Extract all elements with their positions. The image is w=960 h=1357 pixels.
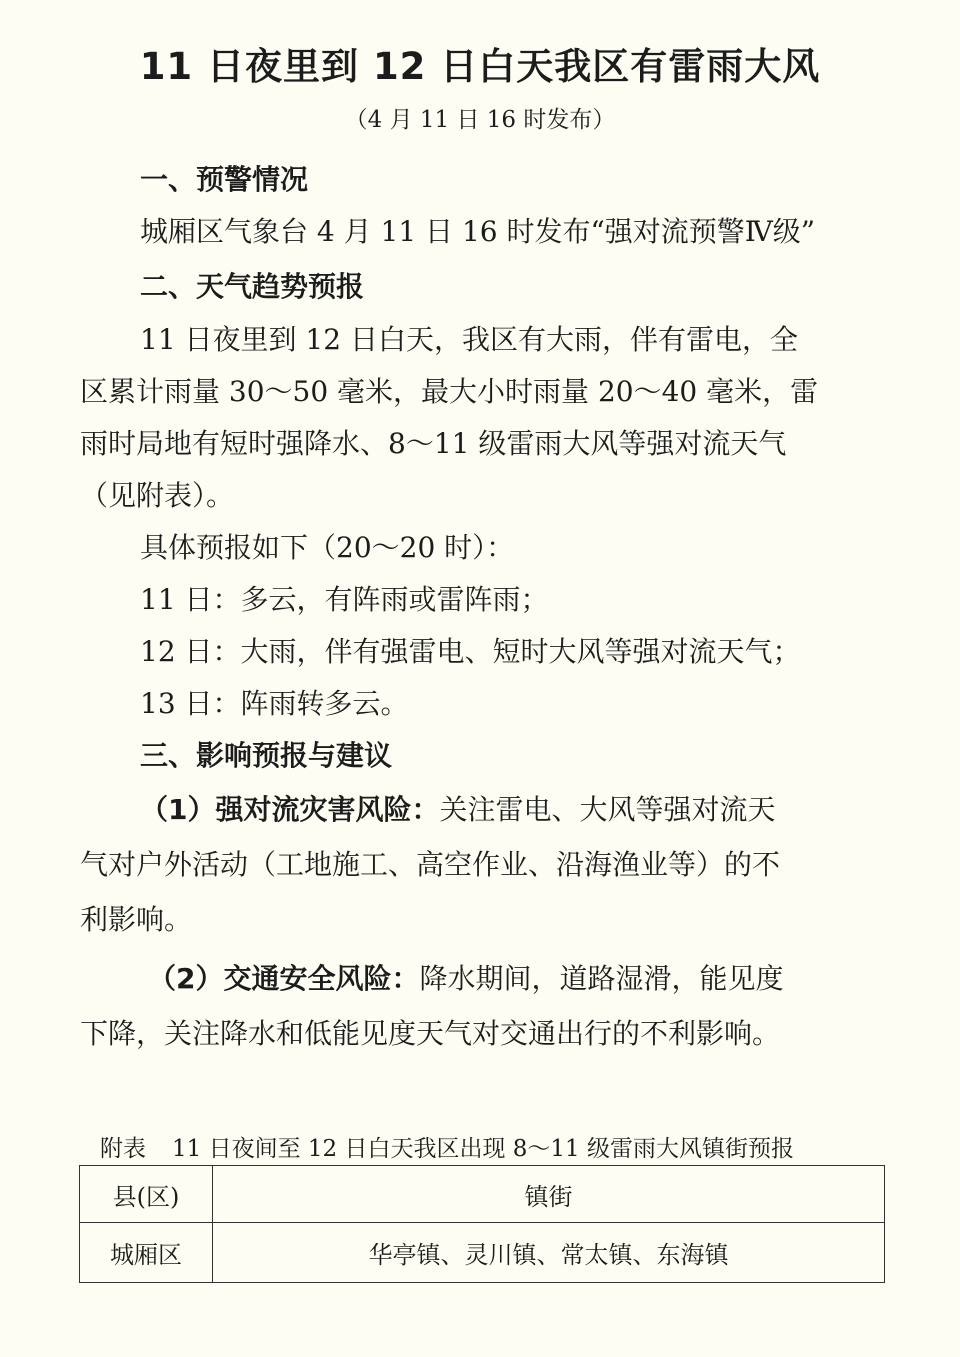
cell-towns: 华亭镇、灵川镇、常太镇、东海镇 [213, 1223, 885, 1283]
section2-heading: 二、天气趋势预报 [140, 270, 365, 303]
page-title: 11 日夜里到 12 日白天我区有雷雨大风 [139, 45, 821, 88]
advice-1-first-line [140, 788, 776, 828]
advice-2-first-line [148, 957, 784, 997]
advice-2-line-2: 下降，关注降水和低能见度天气对交通出行的不利影响。 [80, 1017, 781, 1050]
advice-2-text: 降水期间，道路湿滑，能见度 [419, 962, 784, 995]
header-county: 县(区) [80, 1166, 213, 1223]
forecast-day-11: 11 日：多云，有阵雨或雷阵雨； [140, 583, 549, 616]
section2-line-4: （见附表）。 [80, 479, 235, 512]
advice-1-line-3: 利影响。 [80, 903, 193, 936]
section1-heading: 一、预警情况 [140, 163, 309, 196]
table-caption-prefix: 附表 [100, 1136, 146, 1162]
section2-line-1: 11 日夜里到 12 日白天，我区有大雨，伴有雷电，全 [140, 323, 798, 356]
table-caption-text: 11 日夜间至 12 日白天我区出现 8～11 级雷雨大风镇街预报 [172, 1136, 794, 1162]
forecast-intro: 具体预报如下（20～20 时）： [140, 531, 515, 564]
table-row [80, 1223, 885, 1283]
section2-line-2: 区累计雨量 30～50 毫米，最大小时雨量 20～40 毫米，雷 [80, 375, 819, 408]
section1-text: 城厢区气象台 4 月 11 日 16 时发布“强对流预警Ⅳ级” [140, 215, 816, 248]
advice-1-line-2: 气对户外活动（工地施工、高空作业、沿海渔业等）的不 [80, 848, 781, 881]
header-towns: 镇街 [213, 1166, 885, 1223]
forecast-day-13: 13 日：阵雨转多云。 [140, 687, 409, 720]
table-header-row [80, 1166, 885, 1223]
advice-2-label: （2）交通安全风险： [148, 962, 420, 995]
table-caption [100, 1130, 794, 1163]
appendix-table [79, 1165, 885, 1283]
forecast-day-12: 12 日：大雨，伴有强雷电、短时大风等强对流天气； [140, 635, 801, 668]
section3-heading: 三、影响预报与建议 [140, 739, 393, 772]
cell-county: 城厢区 [80, 1223, 213, 1283]
advice-1-label: （1）强对流灾害风险： [140, 793, 440, 826]
issue-time: （4 月 11 日 16 时发布） [344, 107, 616, 133]
advice-1-text: 关注雷电、大风等强对流天 [439, 793, 776, 826]
section2-line-3: 雨时局地有短时强降水、8～11 级雷雨大风等强对流天气 [80, 427, 787, 460]
